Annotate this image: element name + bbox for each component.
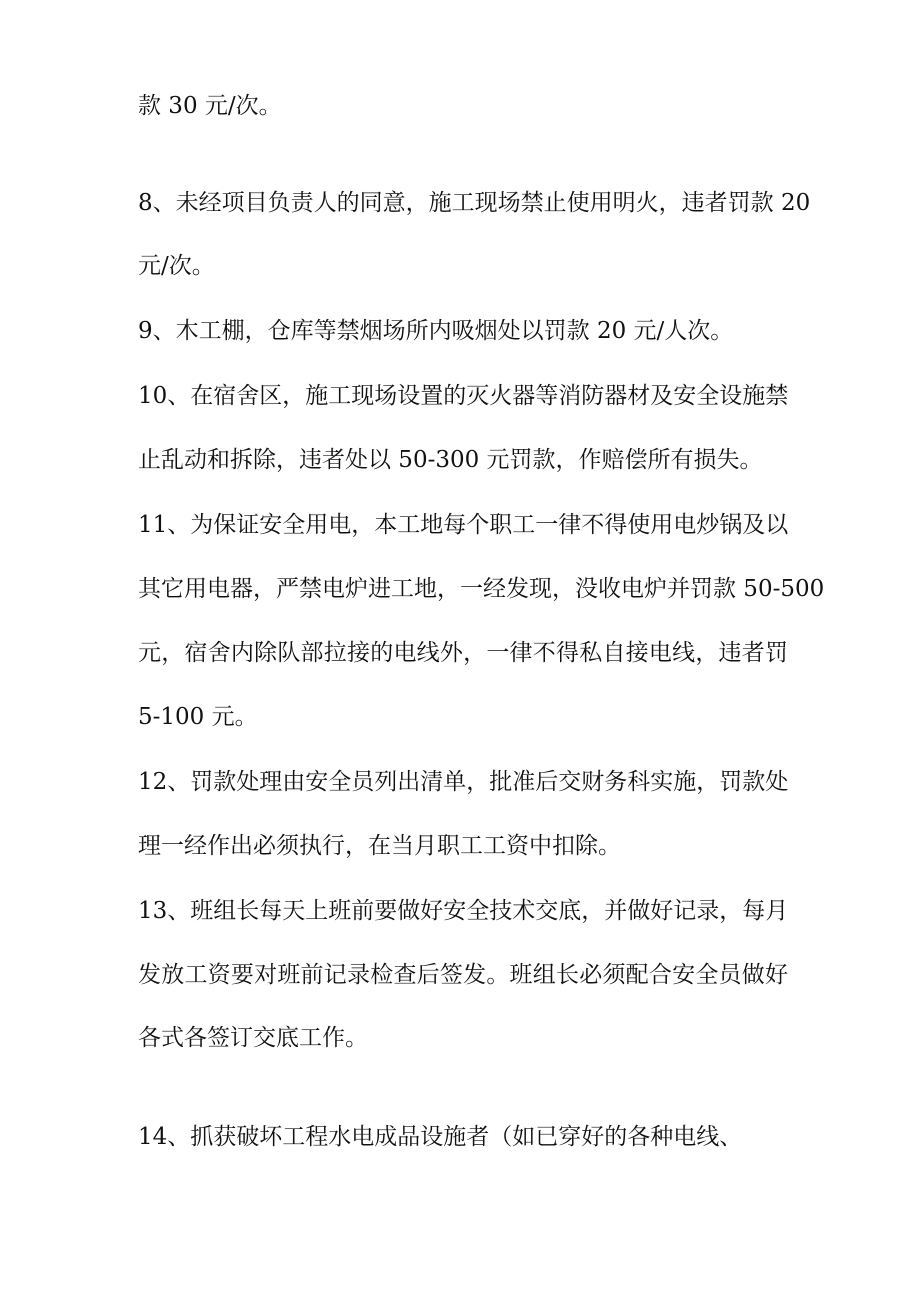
text-line: 发放工资要对班前记录检查后签发。班组长必须配合安全员做好: [138, 962, 788, 988]
text-line: 9、木工棚，仓库等禁烟场所内吸烟处以罚款 20 元/人次。: [138, 318, 734, 344]
text-line: 止乱动和拆除，违者处以 50-300 元罚款，作赔偿所有损失。: [138, 447, 763, 473]
text-line: 元，宿舍内除队部拉接的电线外，一律不得私自接电线，违者罚: [138, 640, 788, 666]
text-line: 13、班组长每天上班前要做好安全技术交底，并做好记录，每月: [138, 898, 789, 924]
text-line: 12、罚款处理由安全员列出清单，批准后交财务科实施，罚款处: [138, 769, 789, 795]
text-line: 14、抓获破坏工程水电成品设施者（如已穿好的各种电线、: [138, 1124, 743, 1150]
text-line: 8、未经项目负责人的同意，施工现场禁止使用明火，违者罚款 20: [138, 190, 811, 216]
text-line: 各式各签订交底工作。: [138, 1025, 368, 1051]
text-line: 元/次。: [138, 253, 215, 279]
text-line: 5-100 元。: [138, 704, 258, 730]
text-line: 款 30 元/次。: [138, 93, 282, 119]
text-line: 10、在宿舍区，施工现场设置的灭火器等消防器材及安全设施禁: [138, 383, 789, 409]
text-line: 其它用电器，严禁电炉进工地，一经发现，没收电炉并罚款 50-500: [138, 576, 825, 602]
text-line: 理一经作出必须执行，在当月职工工资中扣除。: [138, 833, 621, 859]
text-line: 11、为保证安全用电，本工地每个职工一律不得使用电炒锅及以: [138, 512, 789, 538]
